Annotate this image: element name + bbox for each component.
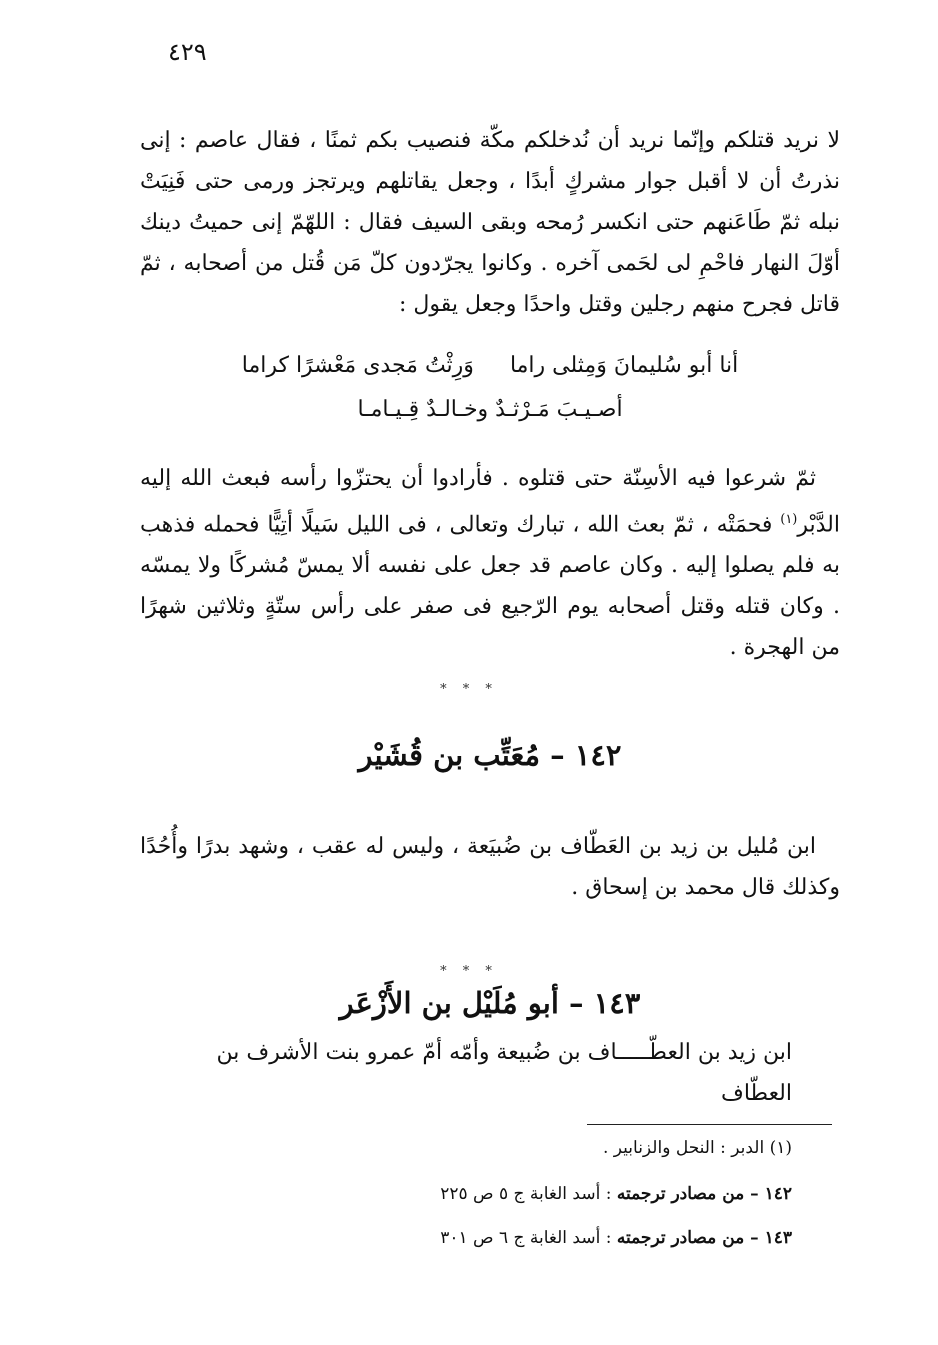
section-separator-2: * * * [440,964,498,979]
paragraph-3-text: ابن مُليل بن زيد بن العَطّاف بن ضُبيَعة ، وليس له عقب ، وشهد بدرًا وأُحُدًا وكذلك قال محمد بن إسحاق . [140,834,840,900]
paragraph-2-part-a: ثمّ شرعوا فيه الأسِنّة حتى قتلوه . فأرادوا أن يحتزّوا رأسه فبعث الله إليه الدَّبْر [140,466,840,538]
paragraph-1 [140,120,840,325]
footnote-142-text: : أسد الغابة ج ٥ ص ٢٢٥ [440,1184,617,1204]
verse-line-2-text: أصـيـبَ مَـرْثـدٌ وخـالـدٌ قِـيـامـا [357,397,623,422]
verse-line-2 [140,388,840,432]
heading-142: ١٤٢ – مُعَتِّب بن قُشَيْر [358,738,622,772]
footnote-143-text: : أسد الغابة ج ٦ ص ٣٠١ [440,1228,617,1248]
footnote-143 [140,1228,792,1248]
footnote-142 [140,1184,792,1204]
verse-line-1-second-hemistich: وَرِثْتُ مَجدى مَعْشرًا كراما [241,353,474,378]
paragraph-2 [140,458,840,668]
footnote-143-label: ١٤٣ – من مصادر ترجمته [616,1228,792,1248]
paragraph-4 [140,1032,792,1114]
section-separator-1: * * * [440,682,498,697]
paragraph-1-text: لا نريد قتلكم وإنّما نريد أن نُدخلكم مكّة فنصيب بكم ثمنًا ، فقال عاصم : إنى نذرتُ أن لا أقبل جوار مشركٍ أبدًا ، وجعل يقاتلهم ويرتجز ورمى حتى فَنِيَتْ نبله ثمّ طَاعَنهم حتى انكسر رُمحه وبقى السيف فقال : اللهّمّ إنى حميتُ دينك أوّلَ النهار فاحْمِ لى لحَمى آخره . وكانوا يجرّدون كلّ مَن قُتل من أصحابه ، ثمّ قاتل فجرح منهم رجلين وقتل واحدًا وجعل يقول : [140,128,840,317]
footnote-divider [587,1124,832,1125]
paragraph-3 [140,826,840,908]
verse-line-1 [140,344,840,388]
footnote-marker: (١) [780,512,798,527]
paragraph-2-text [140,458,840,668]
poem-verse [140,344,840,432]
footnote-142-label: ١٤٢ – من مصادر ترجمته [616,1184,792,1204]
paragraph-4-text: ابن زيد بن العطّـــــاف بن ضُبيعة وأمّه أمّ عمرو بنت الأشرف بن العطّاف [216,1040,792,1106]
page-number: ٤٢٩ [168,38,207,66]
footnote-1: (١) الدبر : النحل والزنابير . [602,1138,792,1158]
heading-143: ١٤٣ – أبو مُلَيْل بن الأَزْعَر [339,986,641,1020]
verse-line-1-first-hemistich: أنا أبو سُليمانَ وَمِثلى راما [509,353,739,378]
paragraph-2-part-b: فحمَتْه ، ثمّ بعث الله ، تبارك وتعالى ، فى الليل سَيلًا أتِيًّا فحمله فذهب به فلم يصلوا إليه . وكان عاصم قد جعل على نفسه ألا يمسّ مُشركًا ولا يمسّه . وكان قتله وقتل أصحابه يوم الرّجيع فى صفر على رأس ستّةٍ وثلاثين شهرًا من الهجرة . [140,512,840,661]
